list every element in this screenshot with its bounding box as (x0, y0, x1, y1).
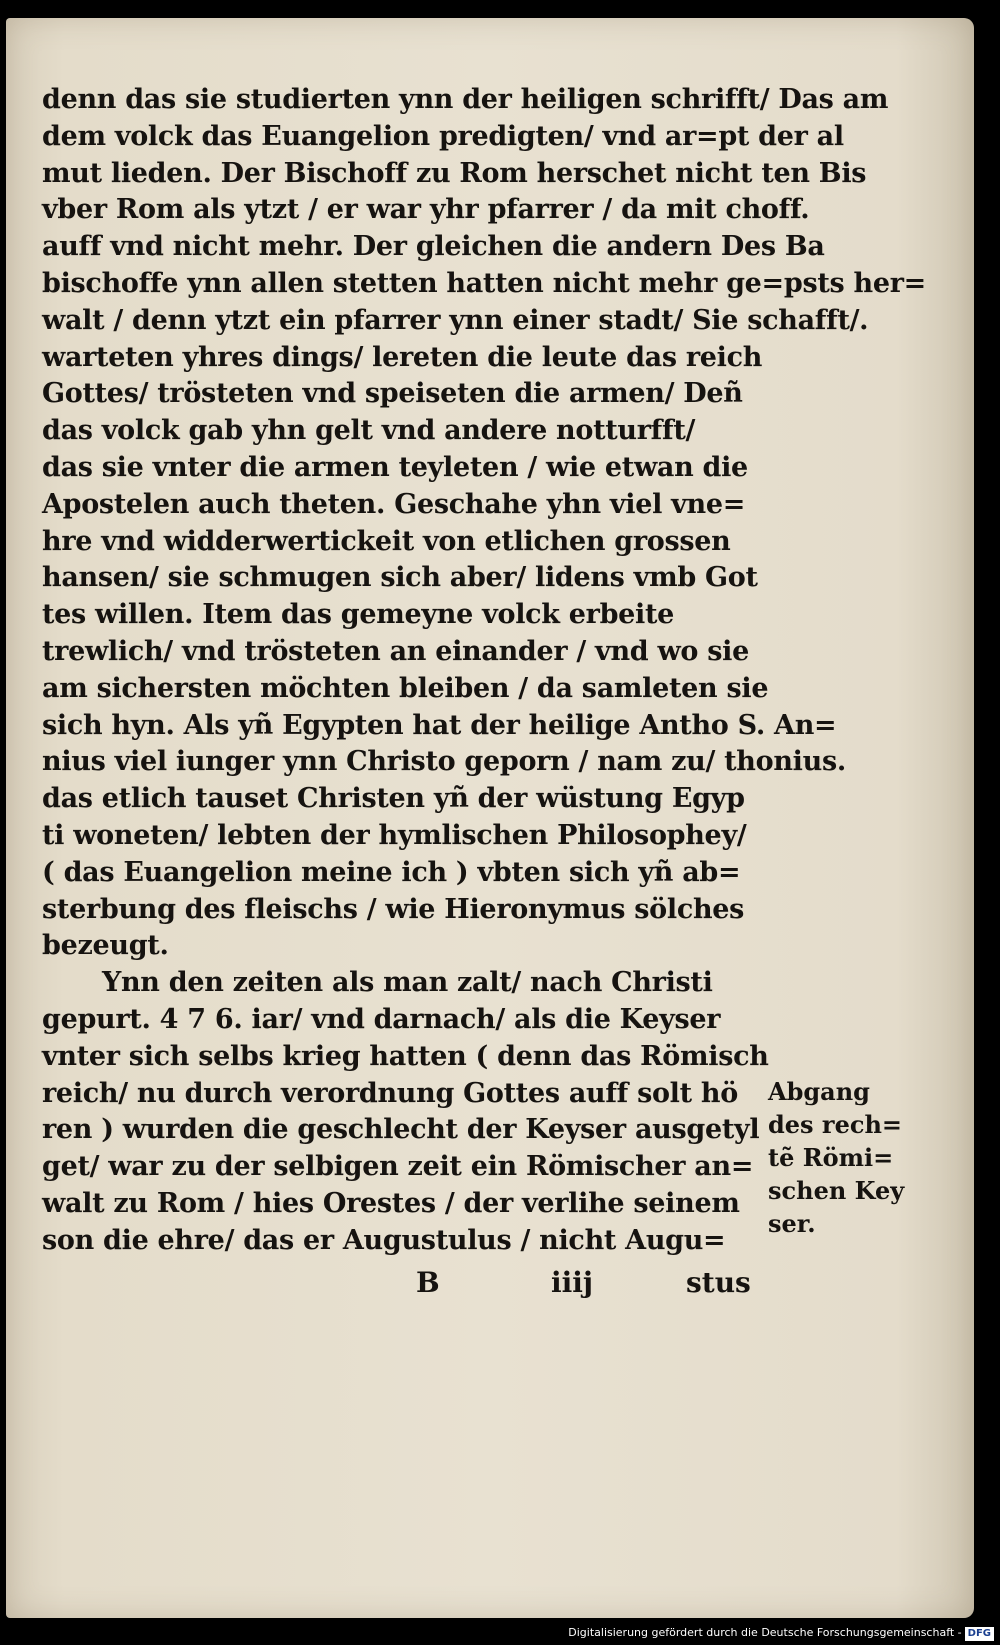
text-line: Gottes/ trösteten vnd speiseten die armen/ Deñ (42, 378, 743, 410)
catchword: stus (686, 1266, 751, 1299)
text-line: sich hyn. Als yñ Egypten hat der heilige Antho S. An= (42, 709, 837, 741)
text-line: vber Rom als ytzt / er war yhr pfarrer / da mit choff. (42, 194, 810, 226)
book-page (6, 18, 974, 1618)
text-line: ren ) wurden die geschlecht der Keyser ausgetyl (42, 1114, 760, 1146)
text-line: denn das sie studierten ynn der heiligen schrifft/ Das am (42, 84, 889, 115)
text-line: son die ehre/ das er Augustulus / nicht Augu= (42, 1224, 726, 1256)
text-line: reich/ nu durch verordnung Gottes auff solt hö (42, 1077, 738, 1109)
text-line: das etlich tauset Christen yñ der wüstung Egyp (42, 783, 745, 815)
text-line: dem volck das Euangelion predigten/ vnd ar=pt der al (42, 120, 844, 152)
text-line: walt / denn ytzt ein pfarrer ynn einer stadt/ Sie schafft/. (42, 304, 869, 336)
paragraph-start-line: Ynn den zeiten als man zalt/ nach Christi (102, 967, 713, 999)
text-line: mut lieden. Der Bischoff zu Rom herschet nicht ten Bis (42, 157, 867, 189)
text-line: am sichersten möchten bleiben / da samleten sie (42, 672, 769, 704)
text-line: das volck gab yhn gelt vnd andere notturfft/ (42, 415, 696, 447)
text-line: bezeugt. (42, 930, 169, 962)
text-line: warteten yhres dings/ lereten die leute das reich (42, 341, 763, 373)
text-line: nius viel iunger ynn Christo geporn / nam zu/ thonius. (42, 746, 846, 778)
text-line: walt zu Rom / hies Orestes / der verlihe seinem (42, 1187, 740, 1219)
text-line: get/ war zu der selbigen zeit ein Römischer an= (42, 1151, 754, 1183)
credit-text: Digitalisierung gefördert durch die Deutsche Forschungsgemeinschaft - (568, 1626, 962, 1639)
dfg-logo: DFG (965, 1627, 994, 1641)
marginal-note (768, 1075, 948, 1240)
text-line: hansen/ sie schmugen sich aber/ lidens vmb Got (42, 562, 758, 594)
text-line: ( das Euangelion meine ich ) vbten sich yñ ab= (42, 856, 741, 888)
signature-number: iiij (551, 1266, 594, 1299)
text-line: bischoffe ynn allen stetten hatten nicht mehr ge=psts her= (42, 267, 926, 299)
text-line: das sie vnter die armen teyleten / wie etwan die (42, 451, 748, 483)
text-line: Apostelen auch theten. Geschahe yhn viel vne= (42, 488, 746, 520)
marginal-note-line: des rech= (768, 1110, 903, 1139)
text-line: auff vnd nicht mehr. Der gleichen die andern Des Ba (42, 231, 825, 263)
marginal-note-line: schen Key (768, 1176, 905, 1205)
text-line: gepurt. 4 7 6. iar/ vnd darnach/ als die Keyser (42, 1003, 721, 1035)
marginal-note-line: Abgang (768, 1077, 870, 1106)
digitization-credit (568, 1625, 994, 1641)
text-line: trewlich/ vnd trösteten an einander / vnd wo sie (42, 635, 749, 667)
text-line: sterbung des fleischs / wie Hieronymus sölches (42, 893, 745, 925)
text-line: hre vnd widderwertickeit von etlichen grossen (42, 525, 731, 557)
marginal-note-line: tẽ Römi= (768, 1143, 894, 1172)
signature-mark: B (416, 1266, 440, 1299)
text-line: vnter sich selbs krieg hatten ( denn das Römisch (42, 1040, 769, 1072)
signature-line (6, 1266, 974, 1306)
text-line: ti woneten/ lebten der hymlischen Philosophey/ (42, 819, 747, 851)
marginal-note-line: ser. (768, 1209, 816, 1238)
text-line: tes willen. Item das gemeyne volck erbeite (42, 599, 675, 631)
